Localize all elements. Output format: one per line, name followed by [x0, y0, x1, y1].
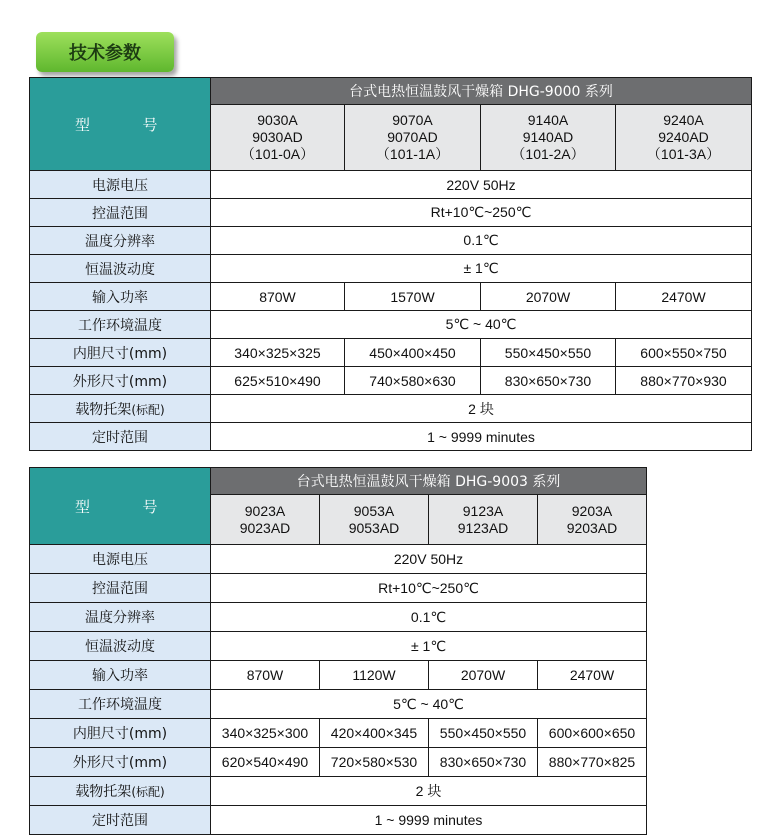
shelf-row: [30, 777, 647, 806]
timer-row: [30, 806, 647, 835]
model-cell: 9023A 9023AD: [211, 495, 320, 545]
value-cell: 5℃ ~ 40℃: [211, 311, 752, 339]
value-cell: 600×600×650: [538, 719, 647, 748]
row-label: 载物托架(标配): [30, 777, 211, 806]
ambient-row: [30, 690, 647, 719]
temp-range-row: [30, 574, 647, 603]
model-cell: 9053A 9053AD: [320, 495, 429, 545]
value-cell: 870W: [211, 661, 320, 690]
row-label: 恒温波动度: [30, 255, 211, 283]
value-cell: 220V 50Hz: [211, 545, 647, 574]
model-cell: 9070A 9070AD （101-1A）: [345, 105, 481, 171]
value-cell: ± 1℃: [211, 632, 647, 661]
value-cell: 600×550×750: [616, 339, 752, 367]
value-cell: 1120W: [320, 661, 429, 690]
row-label: 外形尺寸(mm): [30, 748, 211, 777]
power-row: [30, 283, 752, 311]
row-label: 定时范围: [30, 423, 211, 451]
outer-size-row: [30, 367, 752, 395]
value-cell: 340×325×325: [211, 339, 345, 367]
spec-table-dhg-9003: [29, 467, 647, 835]
value-cell: 1570W: [345, 283, 481, 311]
model-cell: 9203A 9203AD: [538, 495, 647, 545]
value-cell: ± 1℃: [211, 255, 752, 283]
value-cell: Rt+10℃~250℃: [211, 199, 752, 227]
row-label: 恒温波动度: [30, 632, 211, 661]
value-cell: 1 ~ 9999 minutes: [211, 806, 647, 835]
section-title-badge: [36, 32, 174, 72]
value-cell: 830×650×730: [429, 748, 538, 777]
fluctuation-row: [30, 632, 647, 661]
inner-size-row: [30, 339, 752, 367]
resolution-row: [30, 603, 647, 632]
section-title: 技术参数: [69, 43, 141, 64]
row-label: 输入功率: [30, 661, 211, 690]
value-cell: 550×450×550: [481, 339, 616, 367]
value-cell: 2070W: [429, 661, 538, 690]
value-cell: 5℃ ~ 40℃: [211, 690, 647, 719]
voltage-row: [30, 171, 752, 199]
value-cell: 2470W: [538, 661, 647, 690]
temp-range-row: [30, 199, 752, 227]
value-cell: 2070W: [481, 283, 616, 311]
model-label: 型 号: [30, 78, 211, 171]
series-row: [30, 78, 752, 105]
value-cell: 625×510×490: [211, 367, 345, 395]
value-cell: 1 ~ 9999 minutes: [211, 423, 752, 451]
value-cell: 2 块: [211, 395, 752, 423]
value-cell: 0.1℃: [211, 227, 752, 255]
row-label: 工作环境温度: [30, 311, 211, 339]
value-cell: 2 块: [211, 777, 647, 806]
row-label: 输入功率: [30, 283, 211, 311]
model-cell: 9030A 9030AD （101-0A）: [211, 105, 345, 171]
model-cell: 9123A 9123AD: [429, 495, 538, 545]
value-cell: 870W: [211, 283, 345, 311]
ambient-row: [30, 311, 752, 339]
spec-table-dhg-9000: [29, 77, 752, 451]
row-label: 内胆尺寸(mm): [30, 339, 211, 367]
row-label: 电源电压: [30, 545, 211, 574]
model-cell: 9240A 9240AD （101-3A）: [616, 105, 752, 171]
resolution-row: [30, 227, 752, 255]
series-title: 台式电热恒温鼓风干燥箱 DHG-9000 系列: [211, 78, 752, 105]
row-label: 控温范围: [30, 199, 211, 227]
value-cell: 880×770×825: [538, 748, 647, 777]
row-label: 温度分辨率: [30, 603, 211, 632]
value-cell: 880×770×930: [616, 367, 752, 395]
value-cell: 450×400×450: [345, 339, 481, 367]
value-cell: Rt+10℃~250℃: [211, 574, 647, 603]
row-label: 载物托架(标配): [30, 395, 211, 423]
row-label: 工作环境温度: [30, 690, 211, 719]
value-cell: 220V 50Hz: [211, 171, 752, 199]
row-label: 内胆尺寸(mm): [30, 719, 211, 748]
value-cell: 2470W: [616, 283, 752, 311]
value-cell: 420×400×345: [320, 719, 429, 748]
series-row: [30, 468, 647, 495]
value-cell: 340×325×300: [211, 719, 320, 748]
model-label: 型 号: [30, 468, 211, 545]
voltage-row: [30, 545, 647, 574]
row-label: 控温范围: [30, 574, 211, 603]
value-cell: 0.1℃: [211, 603, 647, 632]
value-cell: 740×580×630: [345, 367, 481, 395]
outer-size-row: [30, 748, 647, 777]
row-label: 定时范围: [30, 806, 211, 835]
fluctuation-row: [30, 255, 752, 283]
power-row: [30, 661, 647, 690]
model-cell: 9140A 9140AD （101-2A）: [481, 105, 616, 171]
row-label: 电源电压: [30, 171, 211, 199]
inner-size-row: [30, 719, 647, 748]
value-cell: 830×650×730: [481, 367, 616, 395]
shelf-row: [30, 395, 752, 423]
timer-row: [30, 423, 752, 451]
row-label: 温度分辨率: [30, 227, 211, 255]
series-title: 台式电热恒温鼓风干燥箱 DHG-9003 系列: [211, 468, 647, 495]
value-cell: 620×540×490: [211, 748, 320, 777]
value-cell: 550×450×550: [429, 719, 538, 748]
value-cell: 720×580×530: [320, 748, 429, 777]
row-label: 外形尺寸(mm): [30, 367, 211, 395]
